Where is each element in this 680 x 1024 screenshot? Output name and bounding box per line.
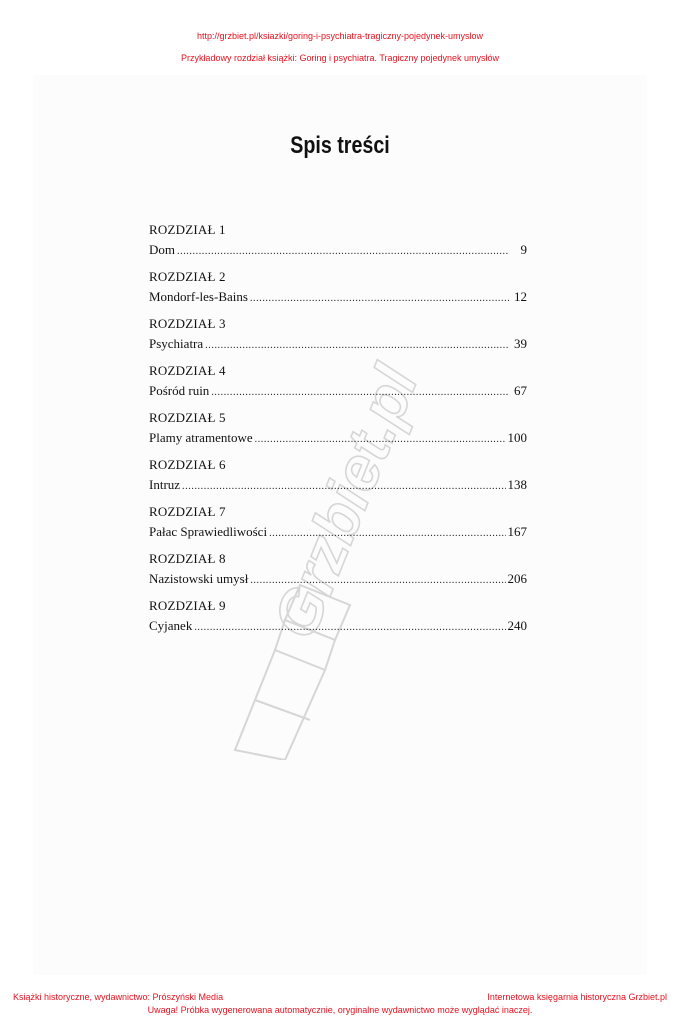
toc-line <box>149 287 527 307</box>
toc-line <box>149 334 527 354</box>
toc-leader-dots <box>177 242 509 262</box>
toc-leader-dots <box>250 289 509 309</box>
toc-line <box>149 475 527 495</box>
toc-chapter-title: Pośród ruin <box>149 383 210 398</box>
toc-entry[interactable] <box>149 596 527 643</box>
toc-leader-dots <box>182 477 505 497</box>
toc-entry[interactable] <box>149 220 527 267</box>
footer-disclaimer: Uwaga! Próbka wygenerowana automatycznie, oryginalne wydawnictwo może wyglądać inaczej. <box>147 1005 533 1015</box>
footer-store: Internetowa księgarnia historyczna Grzbiet.pl <box>487 992 667 1002</box>
toc-chapter-title: Intruz <box>149 477 181 492</box>
toc-page-number: 67 <box>514 383 527 398</box>
toc-chapter-title: Dom <box>149 242 175 257</box>
toc-chapter-label: ROZDZIAŁ 5 <box>149 410 226 425</box>
toc-leader-dots <box>255 430 506 450</box>
watermark-text: Grzbiet.pl <box>260 356 432 648</box>
toc-page-number: 138 <box>507 477 527 492</box>
toc-entry[interactable] <box>149 549 527 596</box>
toc-chapter-label: ROZDZIAŁ 8 <box>149 551 226 566</box>
toc-entry[interactable] <box>149 455 527 502</box>
table-of-contents <box>149 220 527 643</box>
toc-page-number: 9 <box>520 242 527 257</box>
toc-chapter-label: ROZDZIAŁ 9 <box>149 598 226 613</box>
toc-chapter-title: Mondorf-les-Bains <box>149 289 248 304</box>
toc-line <box>149 569 527 589</box>
toc-entry[interactable] <box>149 314 527 361</box>
toc-chapter-label: ROZDZIAŁ 1 <box>149 222 226 237</box>
toc-chapter-title: Nazistowski umysł <box>149 571 249 586</box>
toc-page-number: 12 <box>514 289 527 304</box>
toc-line <box>149 428 527 448</box>
toc-line <box>149 381 527 401</box>
toc-line <box>149 616 527 636</box>
toc-chapter-label: ROZDZIAŁ 6 <box>149 457 226 472</box>
toc-chapter-label: ROZDZIAŁ 2 <box>149 269 226 284</box>
toc-leader-dots <box>211 383 509 403</box>
toc-leader-dots <box>269 524 505 544</box>
toc-line <box>149 240 527 260</box>
toc-entry[interactable] <box>149 361 527 408</box>
toc-chapter-label: ROZDZIAŁ 4 <box>149 363 226 378</box>
toc-line <box>149 522 527 542</box>
header-subtitle: Przykładowy rozdział książki: Goring i psychiatra. Tragiczny pojedynek umysłów <box>180 53 500 63</box>
toc-chapter-title: Cyjanek <box>149 618 193 633</box>
toc-chapter-title: Psychiatra <box>149 336 204 351</box>
toc-chapter-label: ROZDZIAŁ 3 <box>149 316 226 331</box>
toc-chapter-title: Plamy atramentowe <box>149 430 253 445</box>
toc-leader-dots <box>205 336 509 356</box>
toc-page-number: 100 <box>507 430 527 445</box>
toc-chapter-label: ROZDZIAŁ 7 <box>149 504 226 519</box>
toc-leader-dots <box>194 618 505 638</box>
toc-entry[interactable] <box>149 502 527 549</box>
toc-leader-dots <box>250 571 505 591</box>
header-url: http://grzbiet.pl/ksiazki/goring-i-psychiatra-tragiczny-pojedynek-umyslow <box>196 31 484 41</box>
footer-publisher: Książki historyczne, wydawnictwo: Prószyński Media <box>13 992 224 1002</box>
toc-page-number: 206 <box>507 571 527 586</box>
toc-page-number: 240 <box>507 618 527 633</box>
toc-page-number: 167 <box>507 524 527 539</box>
toc-entry[interactable] <box>149 408 527 455</box>
toc-entry[interactable] <box>149 267 527 314</box>
toc-chapter-title: Pałac Sprawiedliwości <box>149 524 268 539</box>
toc-page-number: 39 <box>514 336 527 351</box>
page-title: Spis treści <box>290 132 390 159</box>
